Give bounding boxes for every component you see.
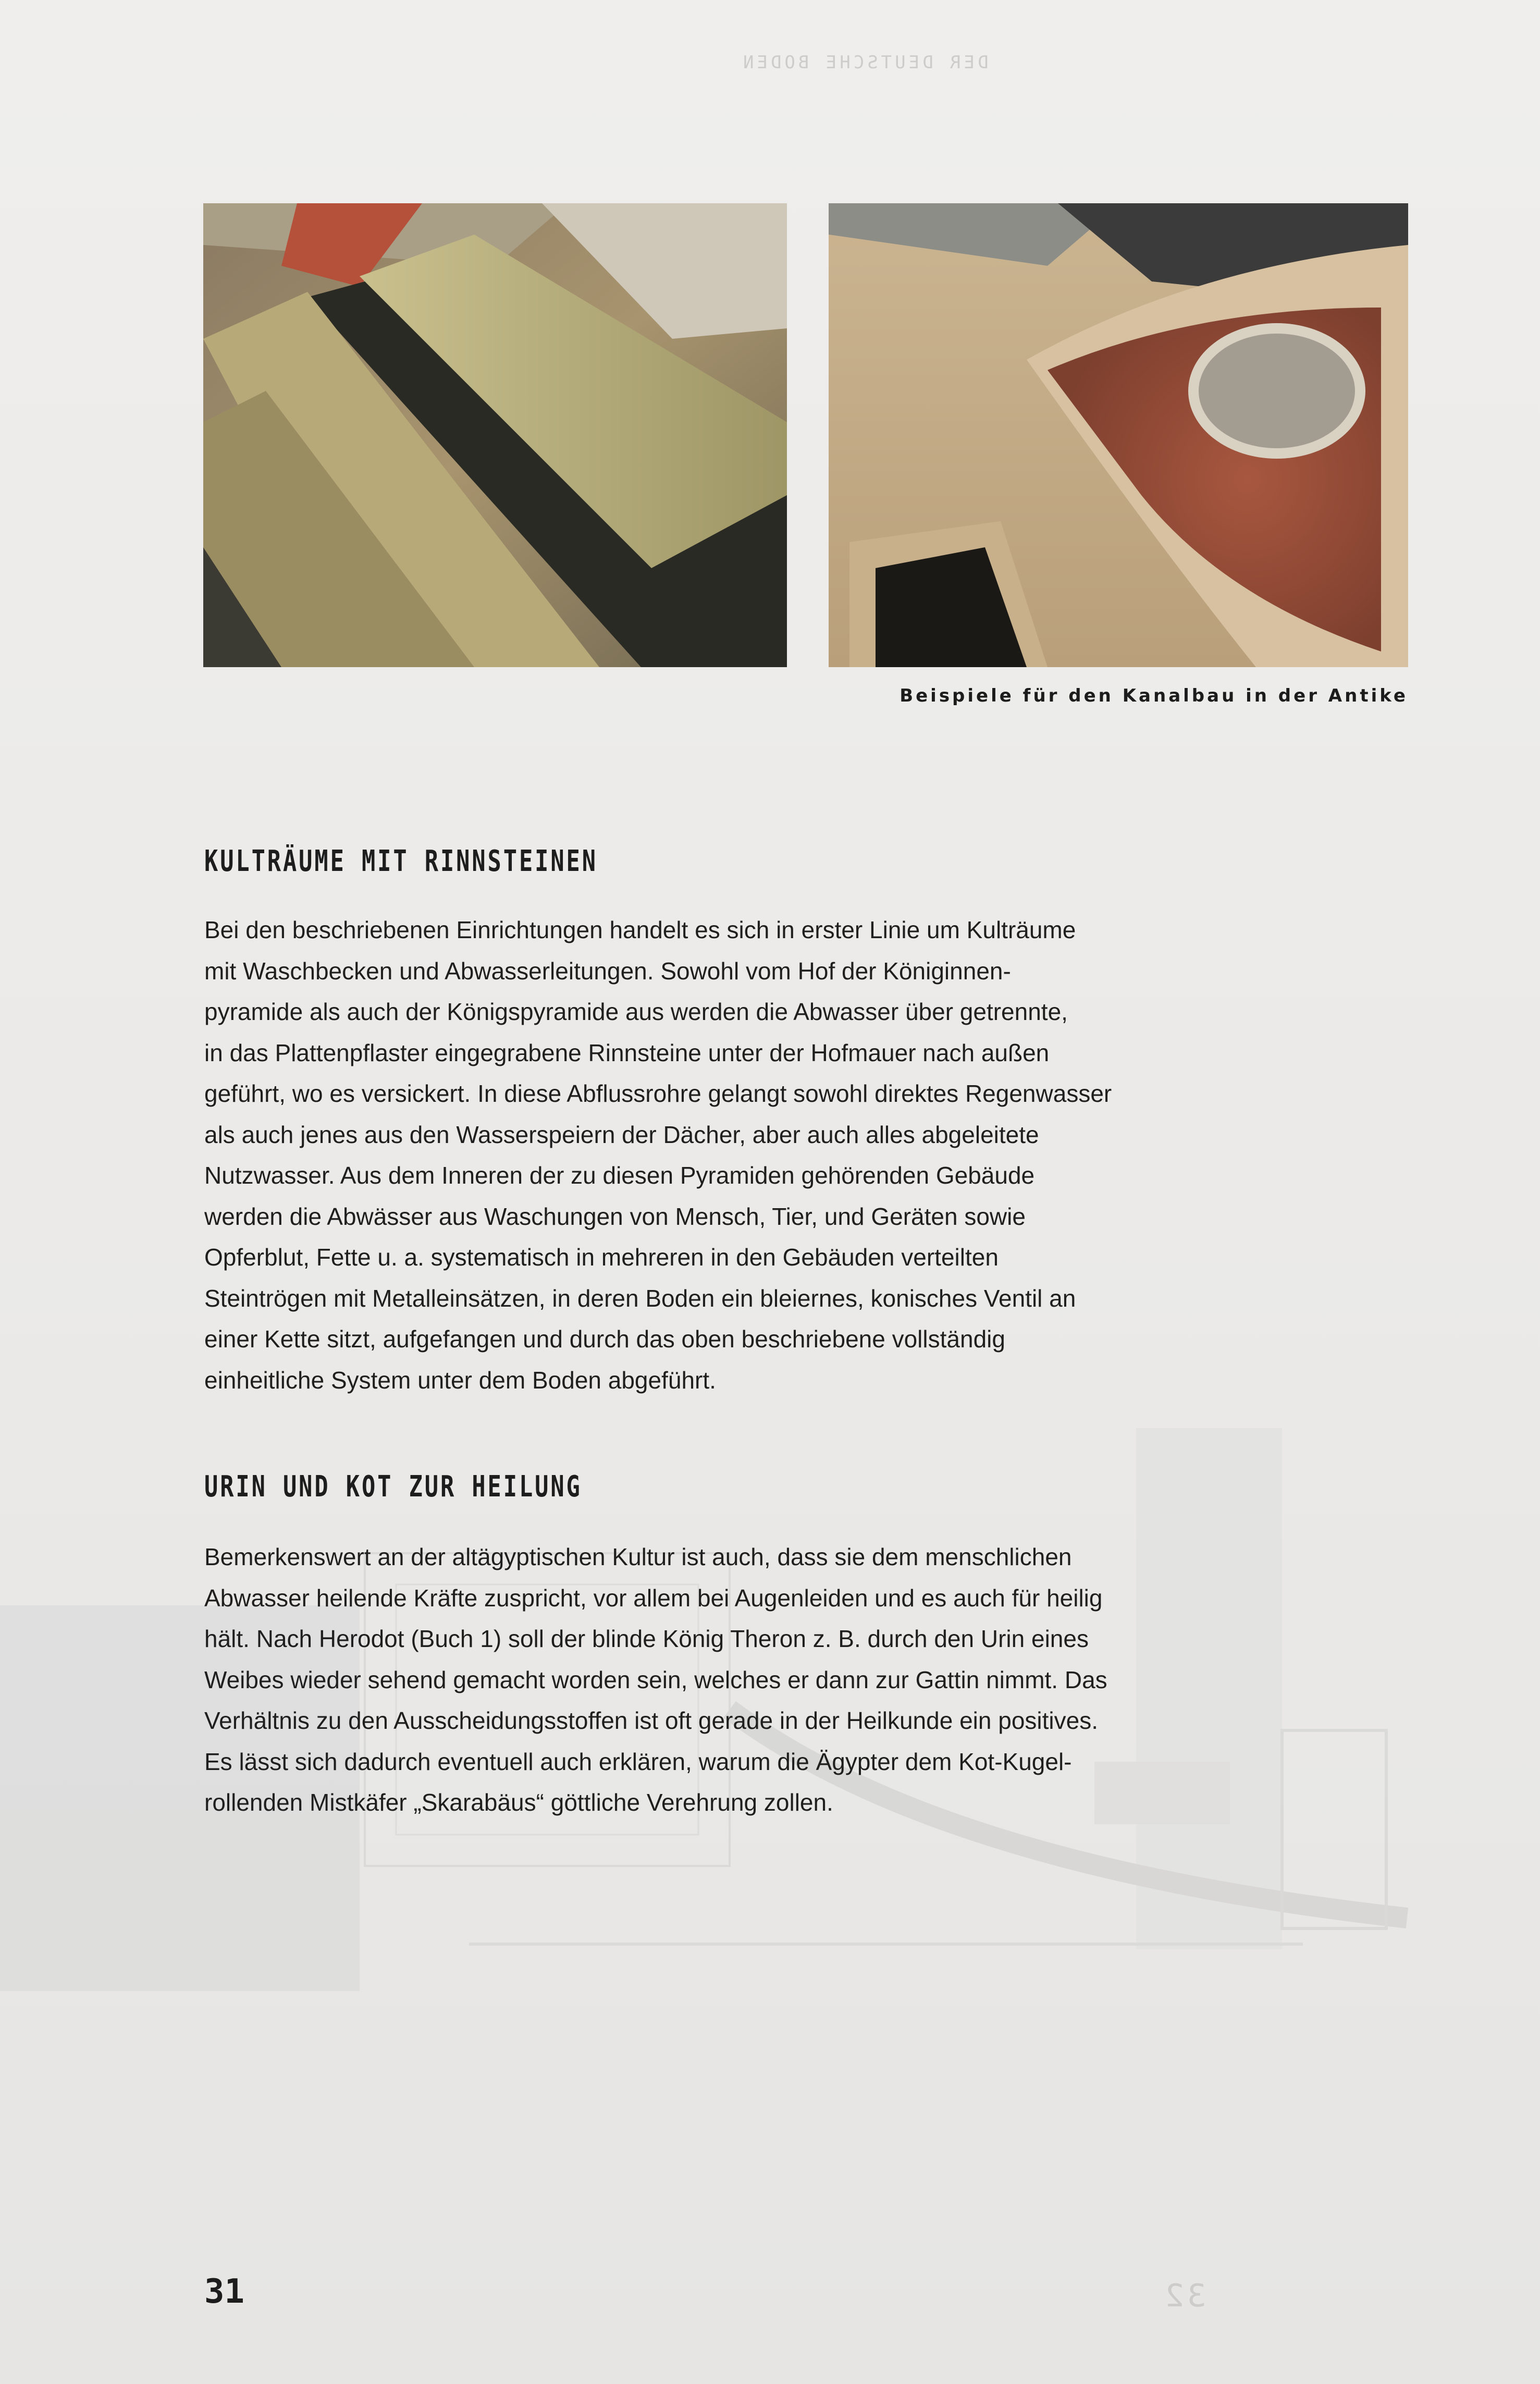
section-heading-kultraeume: KULTRÄUME MIT RINNSTEINEN <box>204 844 598 878</box>
page-number: 31 <box>204 2272 245 2311</box>
text-line: Nutzwasser. Aus dem Inneren der zu diesen Pyramiden gehörenden Gebäude <box>204 1162 1035 1189</box>
text-line: Opferblut, Fette u. a. systematisch in mehreren in den Gebäuden verteilten <box>204 1244 999 1271</box>
text-line: werden die Abwässer aus Waschungen von Mensch, Tier, und Geräten sowie <box>204 1202 1026 1230</box>
text-line: einheitliche System unter dem Boden abgeführt. <box>204 1366 716 1394</box>
paragraph-urin-kot <box>204 1537 1267 1823</box>
text-line: Verhältnis zu den Ausscheidungsstoffen ist oft gerade in der Heilkunde ein positives. <box>204 1707 1099 1734</box>
photo-stone-channel <box>203 203 787 667</box>
photo-stone-basin <box>829 203 1408 667</box>
show-through-page-number: 32 <box>1162 2278 1206 2314</box>
text-line: Abwasser heilende Kräfte zuspricht, vor allem bei Augenleiden und es auch für heilig <box>204 1584 1103 1612</box>
text-line: mit Waschbecken und Abwasserleitungen. Sowohl vom Hof der Königinnen- <box>204 957 1011 985</box>
text-line: geführt, wo es versickert. In diese Abflussrohre gelangt sowohl direktes Regenwasser <box>204 1080 1112 1107</box>
text-line: Steintrögen mit Metalleinsätzen, in deren Boden ein bleiernes, konisches Ventil an <box>204 1284 1076 1312</box>
section-heading-urin-kot: URIN UND KOT ZUR HEILUNG <box>204 1470 582 1504</box>
text-line: Bemerkenswert an der altägyptischen Kultur ist auch, dass sie dem menschlichen <box>204 1543 1072 1570</box>
text-line: rollenden Mistkäfer „Skarabäus“ göttliche Verehrung zollen. <box>204 1789 833 1816</box>
paragraph-kultraeume <box>204 910 1267 1400</box>
text-line: einer Kette sitzt, aufgefangen und durch das oben beschriebene vollständig <box>204 1325 1005 1353</box>
text-line: als auch jenes aus den Wasserspeiern der Dächer, aber auch alles abgeleitete <box>204 1121 1039 1148</box>
text-line: Weibes wieder sehend gemacht worden sein, welches er dann zur Gattin nimmt. Das <box>204 1666 1107 1693</box>
text-line: Bei den beschriebenen Einrichtungen handelt es sich in erster Linie um Kulträume <box>204 916 1076 943</box>
show-through-header: DER DEUTSCHE BODEN <box>740 52 989 73</box>
text-line: hält. Nach Herodot (Buch 1) soll der blinde König Theron z. B. durch den Urin eines <box>204 1625 1089 1652</box>
text-line: in das Plattenpflaster eingegrabene Rinnsteine unter der Hofmauer nach außen <box>204 1039 1050 1066</box>
text-line: Es lässt sich dadurch eventuell auch erklären, warum die Ägypter dem Kot-Kugel- <box>204 1748 1072 1775</box>
figure-caption: Beispiele für den Kanalbau in der Antike <box>900 685 1408 706</box>
text-line: pyramide als auch der Königspyramide aus werden die Abwasser über getrennte, <box>204 998 1068 1025</box>
